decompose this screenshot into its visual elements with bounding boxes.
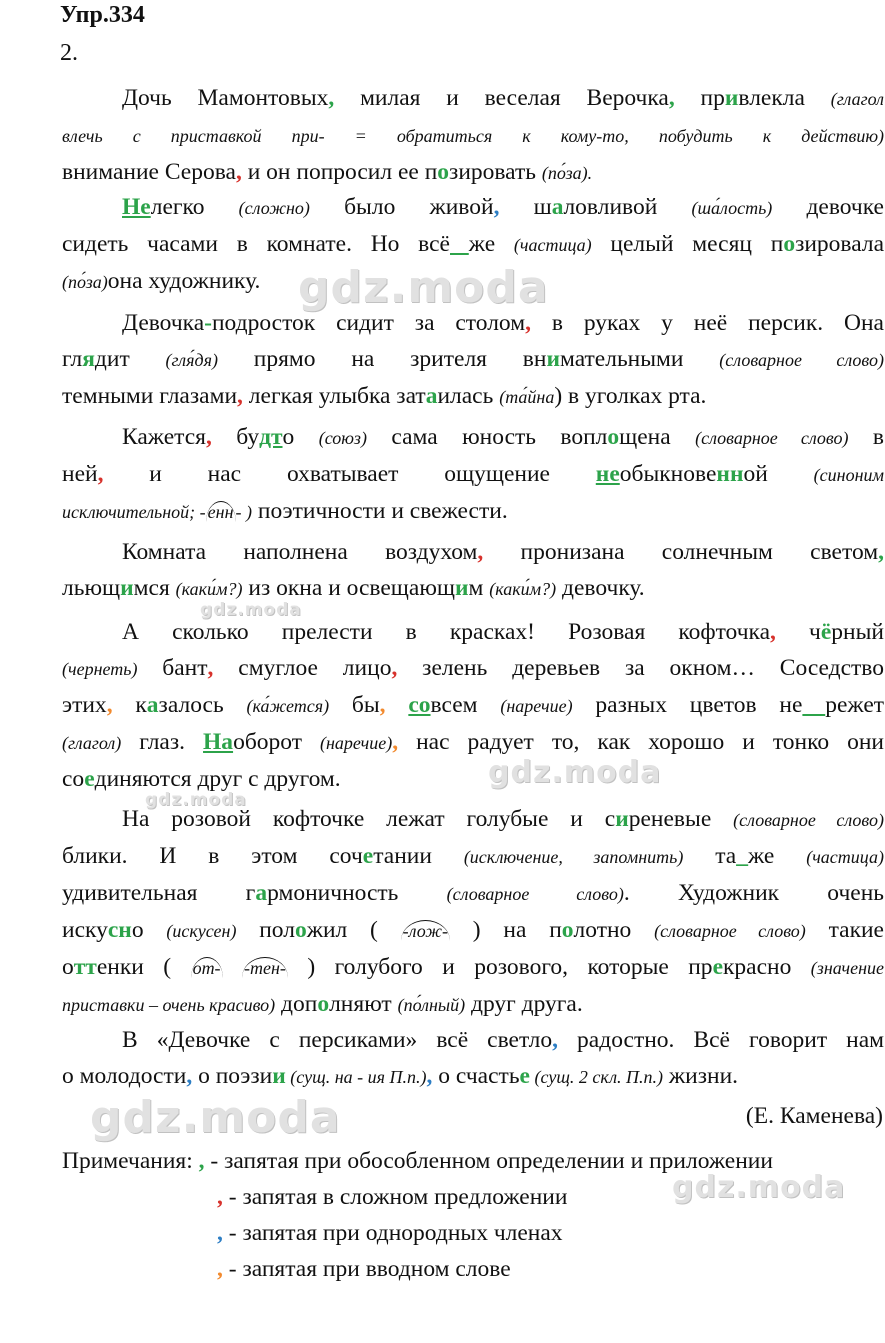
text-line: о молодости, о поэзии (сущ. на - ия П.п.), о счастье (сущ. 2 скл. П.п.) жизни. [62, 1063, 739, 1089]
watermark: gdz.moda [145, 790, 247, 810]
paragraph-3 [62, 305, 884, 415]
task-number: 2. [60, 40, 78, 66]
text-line: (глагол) глаз. Наоборот (наречие), нас радует то, как хорошо и тонко они [62, 729, 884, 755]
text-line: ней, и нас охватывает ощущение необыкновенной (синоним [62, 461, 884, 487]
text-line: внимание Серова, и он попросил ее позировать (по́за). [62, 159, 593, 185]
text-line: темными глазами, легкая улыбка затаилась (та́йна) в уголках рта. [62, 383, 707, 409]
watermark: gdz.moda [672, 1170, 846, 1205]
legend-item-isolated: Примечания: , - запятая при обособленном определении и приложении [62, 1148, 773, 1174]
text-line: исключительной; - енн - ) поэтичности и свежести. [62, 498, 508, 524]
text-line: Девочка-подросток сидит за столом, в руках у неё персик. Она [122, 310, 884, 336]
text-line: льющимся (каки́м?) из окна и освещающим (каки́м?) девочку. [62, 575, 645, 601]
paragraph-2 [62, 189, 884, 300]
text-line: А сколько прелести в красках! Розовая кофточка, чёрный [122, 619, 884, 645]
comma-mark-orange: , [217, 1256, 223, 1282]
legend-item-complex: , - запятая в сложном предложении [217, 1184, 568, 1210]
exercise-title: Упр.334 [60, 2, 145, 28]
paragraph-7 [62, 801, 884, 1023]
notes-label: Примечания: [62, 1148, 199, 1174]
morpheme-root-mark: -тен- [244, 958, 286, 978]
text-line: (чернеть) бант, смуглое лицо, зелень деревьев за окном… Соседство [62, 655, 884, 681]
text-line: сидеть часами в комнате. Но всё же (частица) целый месяц позировала [62, 231, 885, 257]
paragraph-8 [62, 1022, 884, 1095]
legend-item-introductory: , - запятая при вводном слове [217, 1256, 511, 1282]
comma-mark-green: , [198, 1148, 205, 1174]
text-line: блики. И в этом сочетании (исключение, запомнить) та_же (частица) [62, 843, 884, 869]
comma-mark-blue: , [217, 1220, 223, 1246]
watermark: gdz.moda [298, 262, 549, 313]
text-line: влечь с приставкой при- = обратиться к кому-то, побудить к действию) [62, 126, 884, 146]
text-line: удивительная гармоничность (словарное слово). Художник очень [62, 880, 884, 906]
morpheme-suffix-mark: енн [207, 502, 234, 522]
paragraph-4 [62, 419, 884, 530]
text-line: приставки – очень красиво) дополняют (по́лный) друг друга. [62, 991, 583, 1017]
text-line: Комната наполнена воздухом, пронизана солнечным светом, [122, 539, 884, 565]
paragraph-5 [62, 534, 884, 607]
morpheme-prefix-mark: от- [192, 958, 221, 978]
text-line: (по́за)она художнику. [62, 268, 261, 294]
text-line: глядит (гля́дя) прямо на зрителя внимательными (словарное слово) [62, 346, 885, 372]
text-line: этих, казалось (ка́жется) бы, совсем (наречие) разных цветов не режет [62, 692, 885, 718]
text-line: Дочь Мамонтовых, милая и веселая Верочка, привлекла (глагол [122, 85, 885, 111]
text-line: оттенки ( от- -тен- ) голубого и розового, которые прекрасно (значение [62, 954, 885, 980]
text-line: Нелегко (сложно) было живой, шаловливой (ша́лость) девочке [122, 194, 884, 220]
watermark: gdz.moda [90, 1092, 341, 1143]
notes-legend [62, 1143, 773, 1287]
legend-item-homogeneous: , - запятая при однородных членах [217, 1220, 563, 1246]
text-line: В «Девочке с персиками» всё светло, радостно. Всё говорит нам [122, 1027, 885, 1053]
watermark: gdz.moda [488, 755, 662, 790]
author-attribution: (Е. Каменева) [745, 1103, 883, 1129]
morpheme-root-mark: -лож- [402, 921, 449, 941]
comma-mark-red: , [217, 1184, 223, 1210]
text-line: искусно (искусен) положил ( -лож- ) на полотно (словарное слово) такие [62, 917, 884, 943]
paragraph-6 [62, 614, 884, 797]
text-line: На розовой кофточке лежат голубые и сиреневые (словарное слово) [122, 806, 884, 832]
watermark: gdz.moda [200, 600, 302, 620]
paragraph-1 [62, 80, 884, 191]
text-line: соединяются друг с другом. [62, 766, 341, 792]
text-line: Кажется, будто (союз) сама юность воплощена (словарное слово) в [122, 424, 884, 450]
